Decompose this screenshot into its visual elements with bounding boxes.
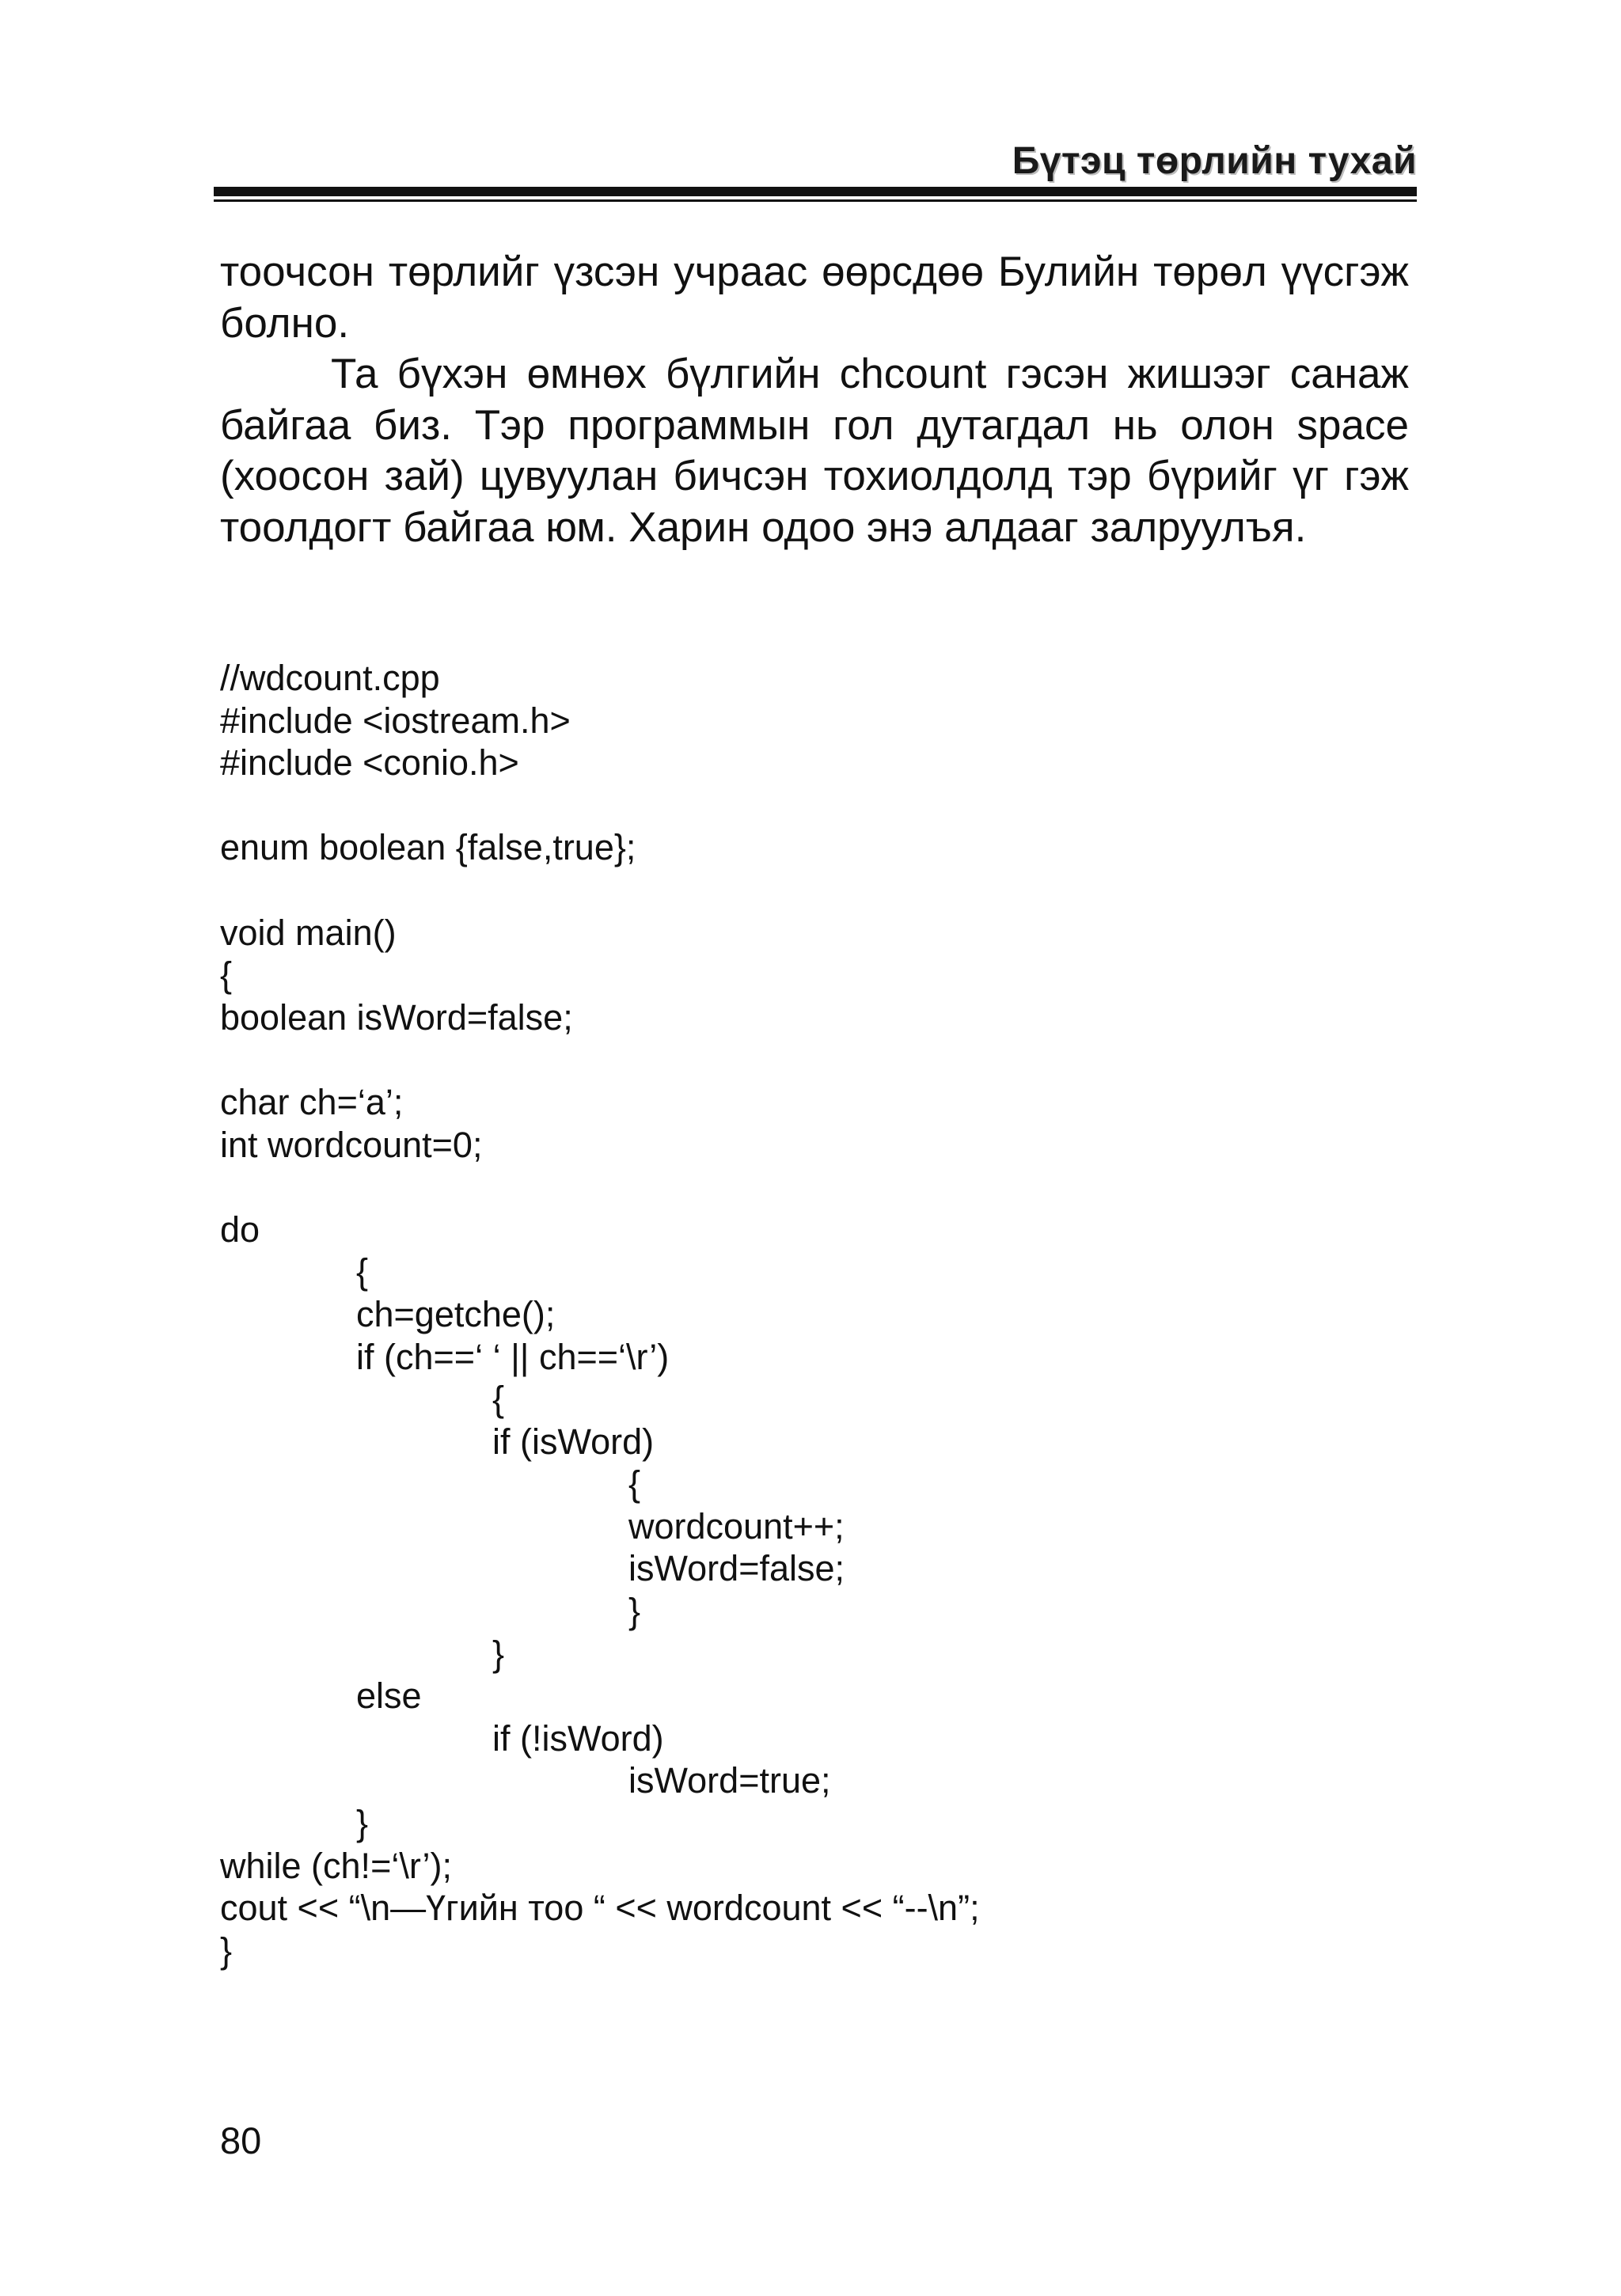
code-line: { (492, 1379, 505, 1420)
code-line: enum boolean {false,true}; (220, 827, 636, 868)
code-line (220, 784, 1407, 827)
running-header-title: Бүтэц төрлийн тухай (1012, 140, 1417, 182)
code-line: char ch=‘a’; (220, 1081, 404, 1122)
code-line: isWord=false; (628, 1548, 845, 1589)
code-line (220, 1166, 1407, 1209)
code-line (220, 869, 1407, 912)
body-text (220, 247, 1409, 553)
header-rule-thick (214, 187, 1417, 196)
page-number: 80 (220, 2120, 262, 2161)
code-line: int wordcount=0; (220, 1124, 483, 1165)
code-listing (220, 657, 1407, 1972)
code-line: while (ch!=‘\r’); (220, 1845, 452, 1886)
code-line: #include <conio.h> (220, 742, 519, 784)
code-line: if (ch==‘ ‘ || ch==‘\r’) (356, 1336, 670, 1377)
code-line: } (356, 1803, 369, 1844)
code-line: boolean isWord=false; (220, 996, 573, 1038)
code-line: } (492, 1633, 505, 1674)
code-line: do (220, 1209, 260, 1250)
code-line: void main() (220, 912, 397, 953)
code-line: ch=getche(); (356, 1293, 556, 1334)
paragraph-1: тоочсон төрлийг үзсэн учраас өөрсдөө Булийн төрөл үүсгэж болно. (220, 249, 1409, 347)
code-line: { (220, 954, 233, 996)
code-line: if (!isWord) (492, 1717, 664, 1759)
code-line: } (220, 1930, 233, 1971)
code-line: isWord=true; (628, 1760, 831, 1801)
code-line: } (628, 1591, 641, 1632)
code-line: #include <iostream.h> (220, 700, 571, 741)
code-line: { (628, 1463, 641, 1505)
code-line: else (356, 1676, 422, 1717)
code-line: if (isWord) (492, 1421, 655, 1462)
paragraph-2: Та бүхэн өмнөх бүлгийн chcount гэсэн жишээг санаж байгаа биз. Тэр программын гол дутагдал нь олон space (хоосон зай) цувуулан бичсэн тохиолдолд тэр бүрийг үг гэж тоолдогт байгаа юм. Харин одоо энэ алдааг залруулъя. (220, 351, 1409, 551)
code-line (220, 1038, 1407, 1081)
code-line: cout << “\n—Үгийн тоо “ << wordcount << “--\n”; (220, 1888, 980, 1929)
header-rule-thin (214, 199, 1417, 202)
code-line: wordcount++; (628, 1505, 845, 1546)
code-line: //wdcount.cpp (220, 658, 440, 698)
code-line: { (356, 1251, 369, 1292)
